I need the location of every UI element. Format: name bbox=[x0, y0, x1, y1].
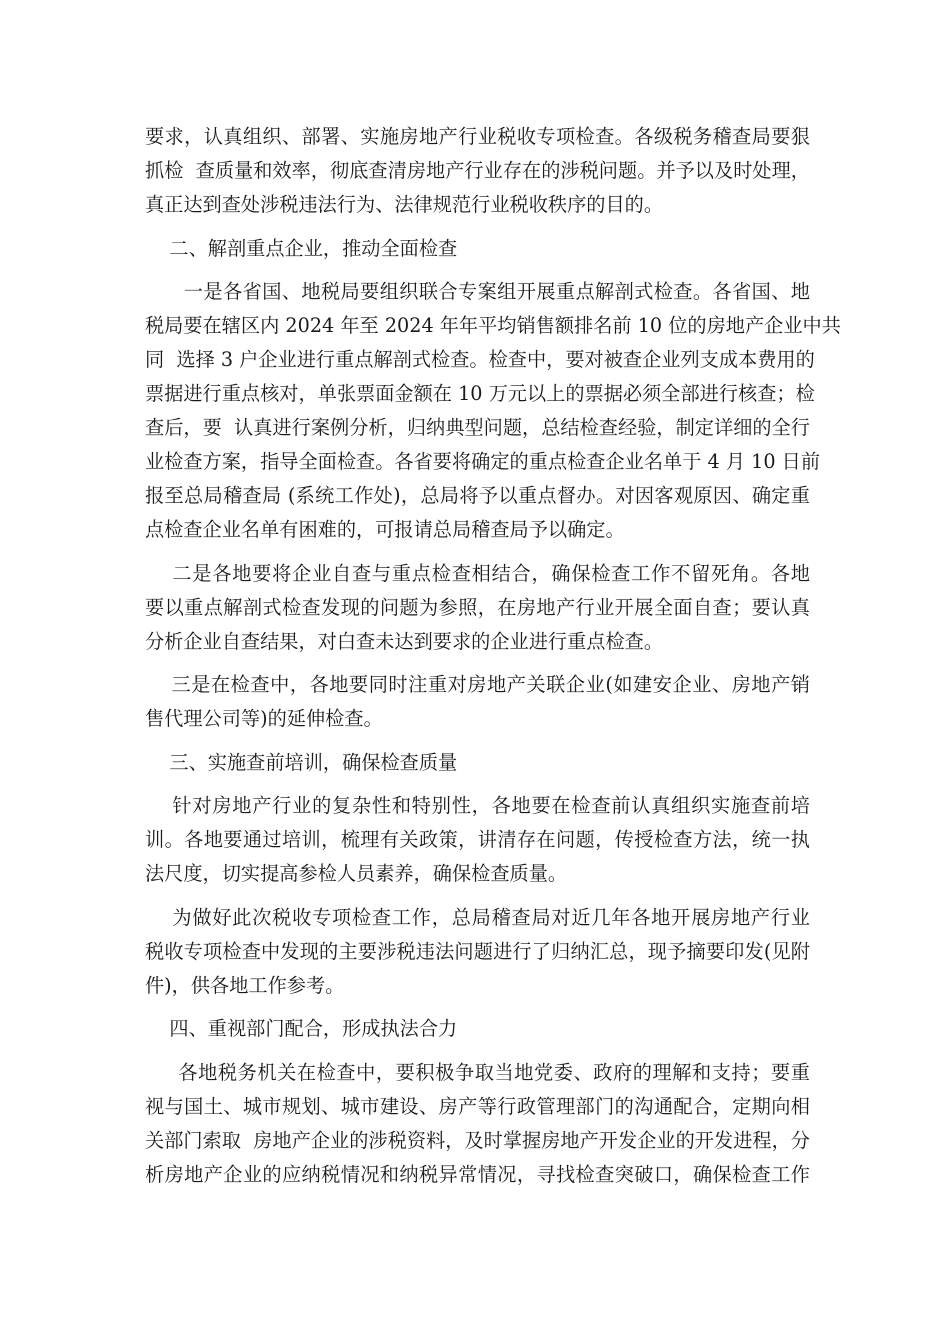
text-line: 三、实施查前培训，确保检查质量 bbox=[145, 750, 458, 774]
text-line: 训。各地要通过培训，梳理有关政策，讲清存在问题，传授检查方法，统一执 bbox=[145, 828, 810, 851]
text-line: 各地税务机关在检查中，要积极争取当地党委、政府的理解和支持；要重 bbox=[145, 1060, 810, 1084]
text-line: 四、重视部门配合，形成执法合力 bbox=[145, 1017, 458, 1040]
text-line: 报至总局稽查局 (系统工作处)，总局将予以重点督办。对因客观原因、确定重 bbox=[145, 484, 810, 507]
text-line: 三是在检查中，各地要同时注重对房地产关联企业(如建安企业、房地产销 bbox=[145, 673, 810, 696]
text-line: 要以重点解剖式检查发现的问题为参照，在房地产行业开展全面自查；要认真 bbox=[145, 595, 810, 619]
document-body bbox=[145, 120, 841, 1192]
text-line: 查后，要 认真进行案例分析，归纳典型问题，总结检查经验，制定详细的全行 bbox=[145, 416, 810, 439]
text-line: 分析企业自查结果，对白查未达到要求的企业进行重点检查。 bbox=[145, 629, 664, 653]
text-line: 析房地产企业的应纳税情况和纳税异常情况，寻找检查突破口，确保检查工作 bbox=[145, 1162, 810, 1186]
text-line: 件)，供各地工作参考。 bbox=[145, 973, 345, 997]
text-line: 一是各省国、地税局要组织联合专案组开展重点解剖式检查。各省国、地 bbox=[145, 280, 810, 303]
text-line: 真正达到查处涉税违法行为、法律规范行业税收秩序的目的。 bbox=[145, 193, 664, 216]
text-line: 税收专项检查中发现的主要涉税违法问题进行了归纳汇总，现予摘要印发(见附 bbox=[145, 939, 810, 963]
text-line: 同 选择 3 户企业进行重点解剖式检查。检查中，要对被查企业列支成本费用的 bbox=[145, 348, 815, 371]
text-line: 针对房地产行业的复杂性和特别性，各地要在检查前认真组织实施查前培 bbox=[145, 794, 810, 817]
text-line: 为做好此次税收专项检查工作，总局稽查局对近几年各地开展房地产行业 bbox=[145, 905, 810, 929]
text-line: 点检查企业名单有困难的，可报请总局稽查局予以确定。 bbox=[145, 518, 625, 541]
text-line: 法尺度，切实提高参检人员素养，确保检查质量。 bbox=[145, 862, 568, 885]
text-line: 税局要在辖区内 2024 年至 2024 年年平均销售额排名前 10 位的房地产企业中共 bbox=[145, 314, 841, 337]
text-line: 售代理公司等)的延伸检查。 bbox=[145, 707, 383, 730]
text-line: 视与国土、城市规划、城市建设、房产等行政管理部门的沟通配合，定期向相 bbox=[145, 1094, 810, 1118]
text-line: 二、解剖重点企业，推动全面检查 bbox=[145, 236, 458, 260]
text-line: 二是各地要将企业自查与重点检查相结合，确保检查工作不留死角。各地 bbox=[145, 561, 810, 585]
text-line: 要求，认真组织、部署、实施房地产行业税收专项检查。各级税务稽查局要狠 bbox=[145, 125, 810, 148]
text-line: 业检查方案，指导全面检查。各省要将确定的重点检查企业名单于 4 月 10 日前 bbox=[145, 450, 821, 473]
text-line: 抓检 查质量和效率，彻底查清房地产行业存在的涉税问题。并予以及时处理， bbox=[145, 159, 810, 182]
text-line: 关部门索取 房地产企业的涉税资料，及时掌握房地产开发企业的开发进程，分 bbox=[145, 1128, 810, 1152]
text-line: 票据进行重点核对，单张票面金额在 10 万元以上的票据必须全部进行核查；检 bbox=[145, 382, 815, 405]
